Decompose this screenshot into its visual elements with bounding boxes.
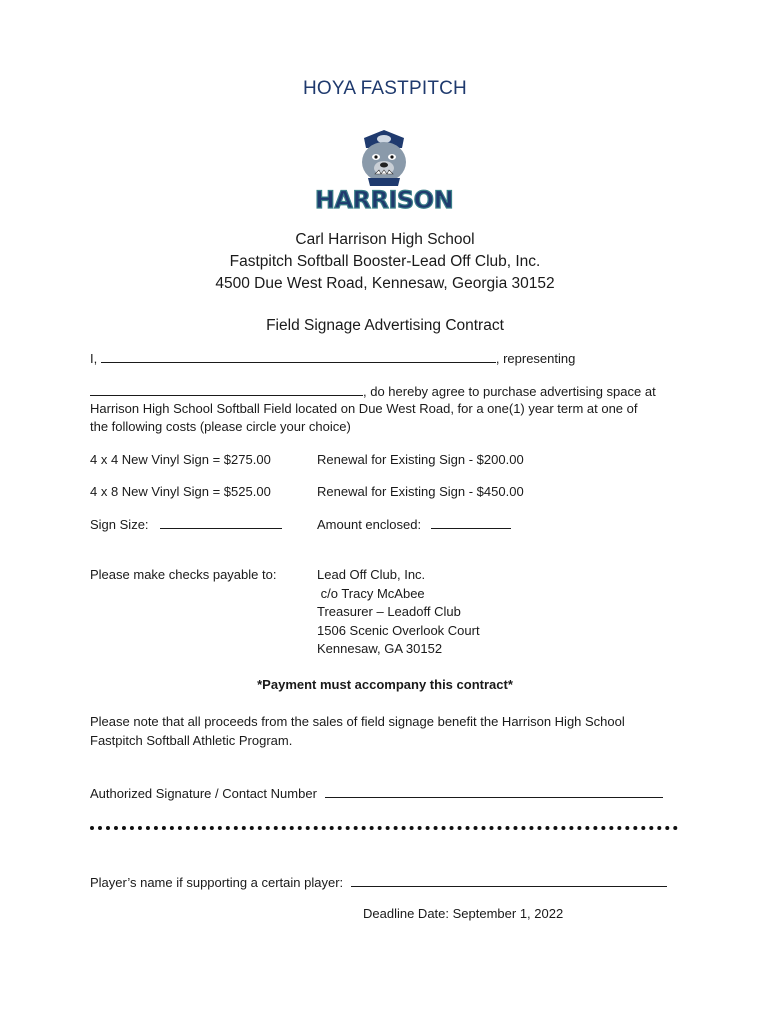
price-option-4x8[interactable]: 4 x 8 New Vinyl Sign = $525.00 bbox=[90, 484, 271, 499]
payee-line: c/o Tracy McAbee bbox=[317, 585, 425, 601]
signature-label: Authorized Signature / Contact Number bbox=[90, 786, 317, 801]
contract-line1-prefix: I, bbox=[90, 351, 98, 366]
dotted-cut-line bbox=[90, 826, 678, 830]
proceeds-note-line: Please note that all proceeds from the sales of field signage benefit the Harrison High School bbox=[90, 714, 625, 729]
payee-line: Treasurer – Leadoff Club bbox=[317, 604, 461, 619]
signature-row bbox=[90, 784, 663, 804]
name-blank[interactable] bbox=[101, 349, 496, 363]
deadline-date: Deadline Date: September 1, 2022 bbox=[363, 906, 564, 921]
price-option-4x4[interactable]: 4 x 4 New Vinyl Sign = $275.00 bbox=[90, 452, 271, 467]
harrison-bulldog-logo bbox=[314, 126, 454, 214]
player-label: Player’s name if supporting a certain player: bbox=[90, 875, 344, 890]
payee-address bbox=[317, 566, 617, 659]
sign-size-field[interactable] bbox=[160, 515, 282, 529]
player-row bbox=[90, 873, 667, 893]
contract-line-4: the following costs (please circle your choice) bbox=[90, 419, 351, 434]
logo-text: HARRISON bbox=[314, 186, 454, 214]
contract-line-1 bbox=[90, 349, 690, 369]
signature-field[interactable] bbox=[325, 784, 663, 798]
sign-size-row bbox=[90, 515, 282, 535]
amount-enclosed-row bbox=[317, 515, 511, 535]
school-address: 4500 Due West Road, Kennesaw, Georgia 30152 bbox=[215, 275, 555, 292]
bulldog-mascot-icon bbox=[362, 130, 406, 186]
contract-title: Field Signage Advertising Contract bbox=[266, 317, 504, 334]
document-title: HOYA FASTPITCH bbox=[303, 78, 467, 99]
price-renewal-2[interactable]: Renewal for Existing Sign - $450.00 bbox=[317, 484, 524, 499]
payee-line: 1506 Scenic Overlook Court bbox=[317, 622, 480, 638]
contract-line-3: Harrison High School Softball Field located on Due West Road, for a one(1) year term at one of bbox=[90, 401, 638, 416]
player-name-field[interactable] bbox=[351, 873, 667, 887]
payee-line: Lead Off Club, Inc. bbox=[317, 567, 426, 582]
proceeds-note-line: Fastpitch Softball Athletic Program. bbox=[90, 732, 293, 748]
amount-field[interactable] bbox=[431, 515, 511, 529]
contract-line1-suffix: , representing bbox=[495, 351, 576, 366]
proceeds-note bbox=[90, 713, 710, 750]
price-renewal-1[interactable]: Renewal for Existing Sign - $200.00 bbox=[317, 452, 524, 467]
contract-line2-suffix: , do hereby agree to purchase advertising space at bbox=[363, 384, 656, 399]
sign-size-label: Sign Size: bbox=[90, 517, 149, 532]
contract-line-2 bbox=[90, 382, 690, 402]
payable-label: Please make checks payable to: bbox=[90, 567, 277, 582]
club-name: Fastpitch Softball Booster-Lead Off Club, Inc. bbox=[229, 253, 541, 270]
payee-line: Kennesaw, GA 30152 bbox=[317, 641, 443, 656]
amount-label: Amount enclosed: bbox=[317, 517, 422, 532]
school-name: Carl Harrison High School bbox=[295, 231, 475, 248]
business-blank[interactable] bbox=[90, 382, 363, 396]
payment-notice: *Payment must accompany this contract* bbox=[257, 677, 513, 692]
